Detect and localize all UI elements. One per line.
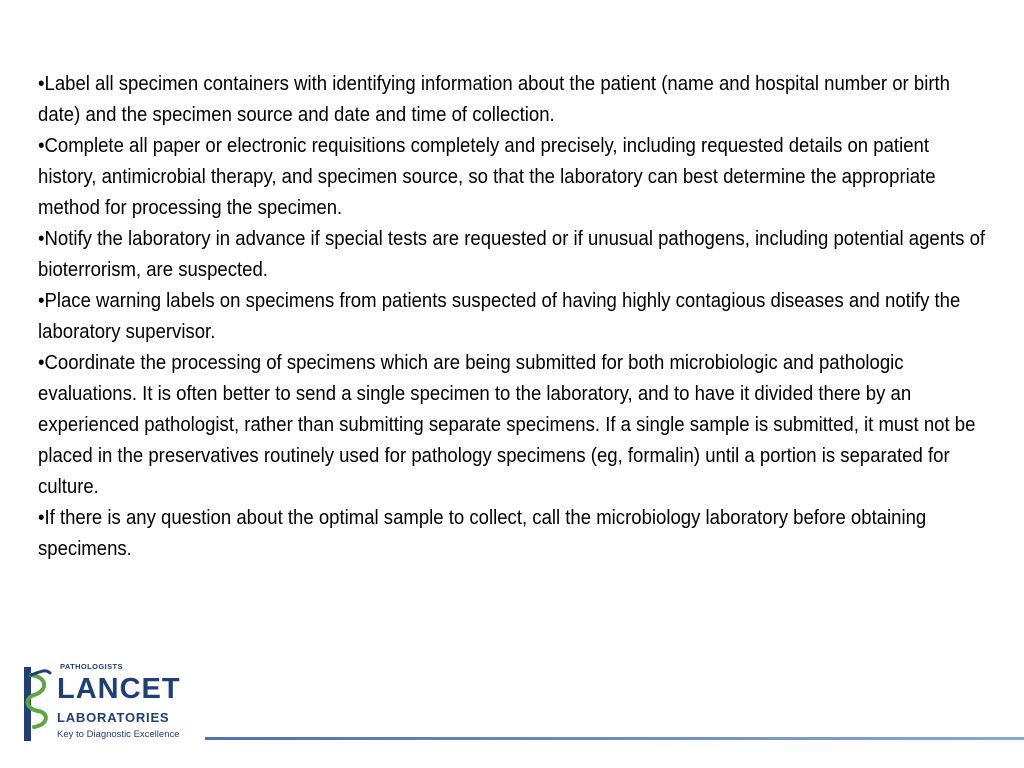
bullet-list — [38, 68, 988, 564]
bullet-item-coordinate-processing: •Coordinate the processing of specimens which are being submitted for both microbiologic and pathologic evaluations. It is often better to send a single specimen to the laboratory, and to have it divided there by an experienced pathologist, rather than submitting separate specimens. If a single sample is submitted, it must not be placed in the preservatives routinely used for pathology specimens (eg, formalin) until a portion is separated for culture. — [38, 351, 976, 498]
caduceus-icon — [22, 665, 52, 743]
bullet-item-complete-requisitions: •Complete all paper or electronic requisitions completely and precisely, including requested details on patient history, antimicrobial therapy, and specimen source, so that the laboratory can best determine the appropriate method for processing the specimen. — [38, 134, 936, 219]
footer-divider — [205, 737, 1024, 740]
bullet-item-notify-laboratory: •Notify the laboratory in advance if special tests are requested or if unusual pathogens, including potential agents of bioterrorism, are suspected. — [38, 227, 986, 281]
bullet-item-label-containers: •Label all specimen containers with identifying information about the patient (name and hospital number or birth date) and the specimen source and date and time of collection. — [38, 72, 950, 126]
logo-tagline: Key to Diagnostic Excellence — [57, 729, 180, 740]
logo-sub-name: LABORATORIES — [57, 710, 170, 725]
lancet-logo — [22, 660, 202, 746]
bullet-item-optimal-sample: •If there is any question about the optimal sample to collect, call the microbiology laboratory before obtaining specimens. — [38, 506, 927, 560]
bullet-item-warning-labels: •Place warning labels on specimens from patients suspected of having highly contagious diseases and notify the laboratory supervisor. — [38, 289, 961, 343]
logo-brand-name: LANCET — [57, 673, 181, 705]
logo-top-label: PATHOLOGISTS — [60, 662, 123, 671]
